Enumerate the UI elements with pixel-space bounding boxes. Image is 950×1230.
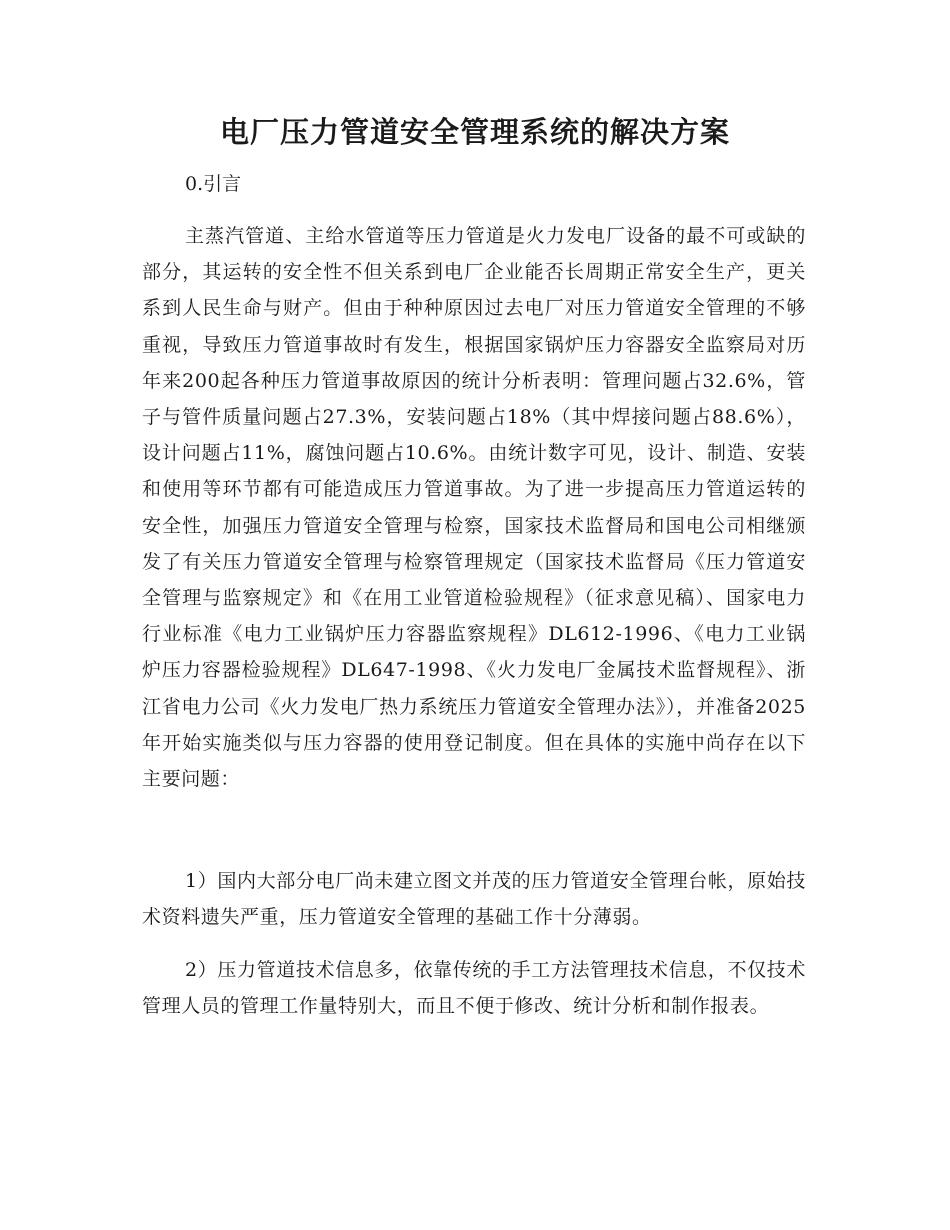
paragraph-introduction: 主蒸汽管道、主给水管道等压力管道是火力发电厂设备的最不可或缺的部分，其运转的安全性不但关系到电厂企业能否长周期正常安全生产，更关系到人民生命与财产。但由于种种原因过去电厂对压力管道安全管理的不够重视，导致压力管道事故时有发生，根据国家锅炉压力容器安全监察局对历年来200起各种压力管道事故原因的统计分析表明：管理问题占32.6%，管子与管件质量问题占27.3%，安装问题占18%（其中焊接问题占88.6%），设计问题占11%，腐蚀问题占10.6%。由统计数字可见，设计、制造、安装和使用等环节都有可能造成压力管道事故。为了进一步提高压力管道运转的安全性，加强压力管道安全管理与检察，国家技术监督局和国电公司相继颁发了有关压力管道安全管理与检察管理规定（国家技术监督局《压力管道安全管理与监察规定》和《在用工业管道检验规程》（征求意见稿）、国家电力行业标准《电力工业锅炉压力容器监察规程》DL612-1996、《电力工业锅炉压力容器检验规程》DL647-1998、《火力发电厂金属技术监督规程》、浙江省电力公司《火力发电厂热力系统压力管道安全管理办法》），并准备2025年开始实施类似与压力容器的使用登记制度。但在具体的实施中尚存在以下主要问题： xyxy=(142,225,806,791)
document-title: 电厂压力管道安全管理系统的解决方案 xyxy=(219,115,730,149)
paragraph-issue-2: 2）压力管道技术信息多，依靠传统的手工方法管理技术信息，不仅技术管理人员的管理工作量特别大，而且不便于修改、统计分析和制作报表。 xyxy=(142,959,806,1018)
paragraph-issue-1: 1）国内大部分电厂尚未建立图文并茂的压力管道安全管理台帐，原始技术资料遗失严重，压力管道安全管理的基础工作十分薄弱。 xyxy=(142,870,806,929)
section-heading: 0.引言 xyxy=(185,173,242,195)
